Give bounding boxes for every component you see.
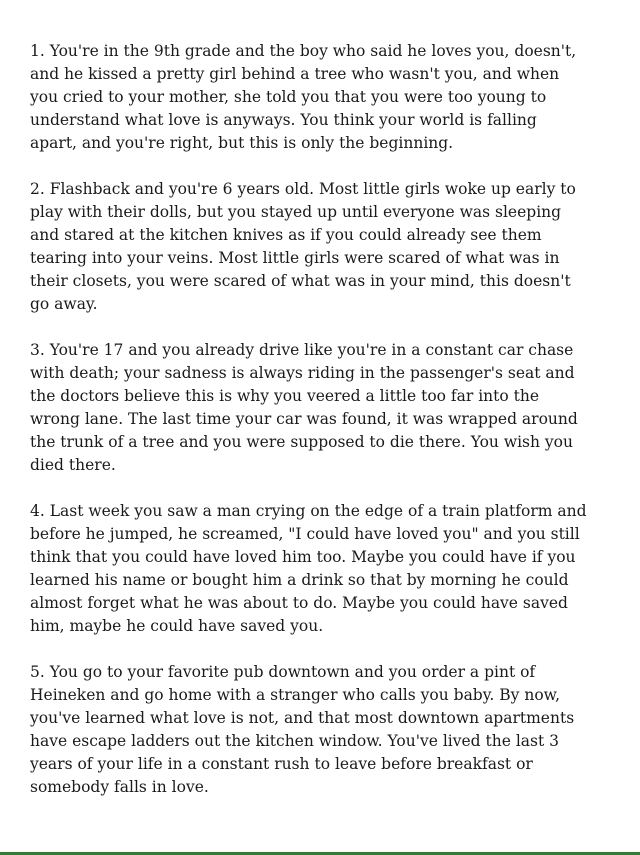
text-line: their closets, you were scared of what was in your mind, this doesn't	[30, 272, 571, 290]
paragraph-3	[30, 339, 630, 477]
text-line: think that you could have loved him too. Maybe you could have if you	[30, 548, 576, 566]
text-line: have escape ladders out the kitchen window. You've lived the last 3	[30, 732, 559, 750]
text-line: years of your life in a constant rush to leave before breakfast or	[30, 755, 533, 773]
text-line: almost forget what he was about to do. Maybe you could have saved	[30, 594, 568, 612]
text-line: the trunk of a tree and you were supposed to die there. You wish you	[30, 433, 573, 451]
text-line: with death; your sadness is always riding in the passenger's seat and	[30, 364, 575, 382]
paragraph-2	[30, 178, 630, 316]
text-line: play with their dolls, but you stayed up until everyone was sleeping	[30, 203, 562, 221]
text-line: 2. Flashback and you're 6 years old. Most little girls woke up early to	[30, 180, 576, 198]
text-line: 5. You go to your favorite pub downtown and you order a pint of	[30, 663, 536, 681]
text-line: before he jumped, he screamed, "I could have loved you" and you still	[30, 525, 580, 543]
text-line: and stared at the kitchen knives as if you could already see them	[30, 226, 542, 244]
text-line: you cried to your mother, she told you that you were too young to	[30, 88, 547, 106]
paragraph-4	[30, 500, 630, 638]
text-line: somebody falls in love.	[30, 778, 209, 796]
text-line: 4. Last week you saw a man crying on the edge of a train platform and	[30, 502, 587, 520]
text-line: died there.	[30, 456, 116, 474]
text-line: 3. You're 17 and you already drive like you're in a constant car chase	[30, 341, 574, 359]
paragraph-1	[30, 40, 630, 155]
document-body	[30, 40, 630, 822]
text-line: wrong lane. The last time your car was found, it was wrapped around	[30, 410, 578, 428]
text-line: 1. You're in the 9th grade and the boy who said he loves you, doesn't,	[30, 42, 577, 60]
text-line: the doctors believe this is why you veered a little too far into the	[30, 387, 540, 405]
text-line: and he kissed a pretty girl behind a tree who wasn't you, and when	[30, 65, 560, 83]
text-line: understand what love is anyways. You think your world is falling	[30, 111, 537, 129]
text-line: Heineken and go home with a stranger who calls you baby. By now,	[30, 686, 561, 704]
text-line: him, maybe he could have saved you.	[30, 617, 324, 635]
text-line: you've learned what love is not, and that most downtown apartments	[30, 709, 575, 727]
paragraph-5	[30, 661, 630, 799]
text-line: learned his name or bought him a drink so that by morning he could	[30, 571, 569, 589]
text-line: go away.	[30, 295, 98, 313]
text-line: apart, and you're right, but this is only the beginning.	[30, 134, 454, 152]
text-line: tearing into your veins. Most little girls were scared of what was in	[30, 249, 560, 267]
